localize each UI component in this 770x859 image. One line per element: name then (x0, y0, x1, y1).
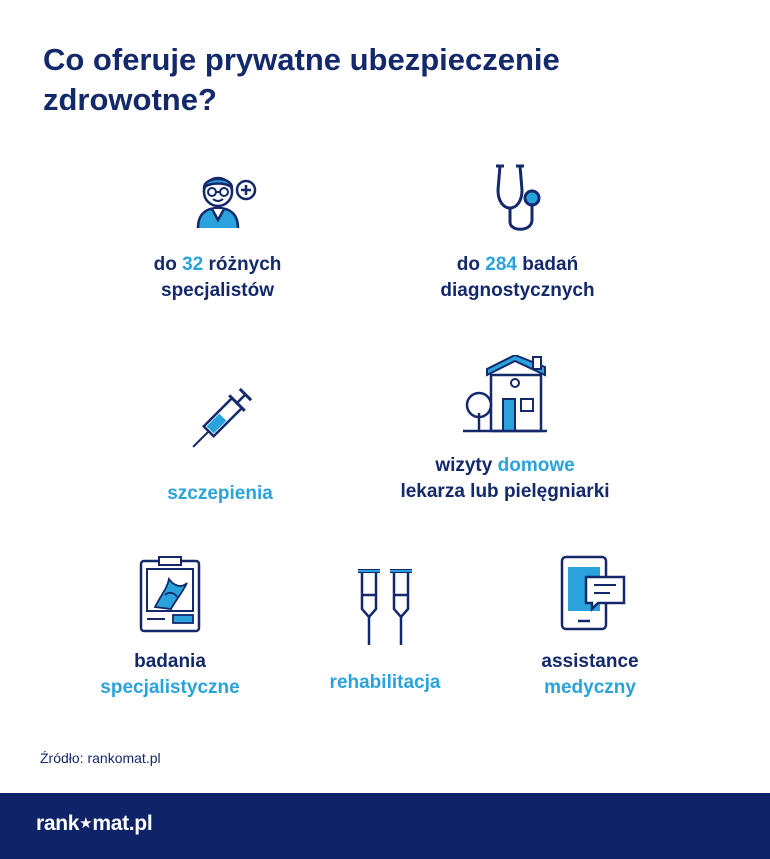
logo-text-end: mat.pl (92, 812, 153, 835)
label-prefix: do (153, 254, 183, 275)
page-title: Co oferuje prywatne ubezpieczenie zdrowotne? (43, 42, 560, 117)
vaccination-label: szczepienia (167, 483, 273, 504)
feature-diagnostics-text (410, 252, 625, 304)
feature-specialist-tests (80, 555, 260, 701)
logo-text-start: rank (36, 812, 80, 835)
rehabilitation-label: rehabilitacja (329, 672, 441, 693)
xray-icon (135, 555, 205, 635)
label-line1: badania (134, 651, 206, 672)
label-highlight: medyczny (544, 677, 636, 698)
feature-specialists (120, 160, 315, 304)
house-icon (455, 355, 555, 437)
feature-home-visits-text (370, 453, 640, 505)
feature-specialist-tests-text (80, 649, 260, 701)
feature-medical-assistance-text (510, 649, 670, 701)
feature-home-visits (370, 355, 640, 505)
brand-logo[interactable] (36, 812, 152, 836)
syringe-icon (175, 378, 265, 463)
phone-chat-icon (552, 555, 628, 635)
star-icon: ★ (79, 815, 93, 832)
diagnostics-count: 284 (485, 254, 517, 275)
stethoscope-icon (478, 160, 558, 240)
feature-medical-assistance (510, 555, 670, 701)
crutches-icon (350, 565, 420, 650)
specialists-count: 32 (182, 254, 204, 275)
feature-vaccination (140, 378, 300, 507)
feature-diagnostics (410, 160, 625, 304)
label-line2: specjalistów (161, 280, 274, 301)
label-suffix: różnych (203, 254, 282, 275)
label-suffix: badań (516, 254, 579, 275)
label-line2: diagnostycznych (440, 280, 595, 301)
doctor-icon (178, 160, 258, 240)
footer-bar (0, 793, 770, 859)
label-line1: assistance (541, 651, 639, 672)
feature-rehabilitation (305, 565, 465, 696)
label-prefix: wizyty (435, 455, 498, 476)
label-highlight: domowe (497, 455, 575, 476)
feature-specialists-text (120, 252, 315, 304)
label-line2: lekarza lub pielęgniarki (400, 481, 610, 502)
label-prefix: do (456, 254, 486, 275)
label-highlight: specjalistyczne (100, 677, 240, 698)
source-note: Źródło: rankomat.pl (40, 750, 161, 766)
